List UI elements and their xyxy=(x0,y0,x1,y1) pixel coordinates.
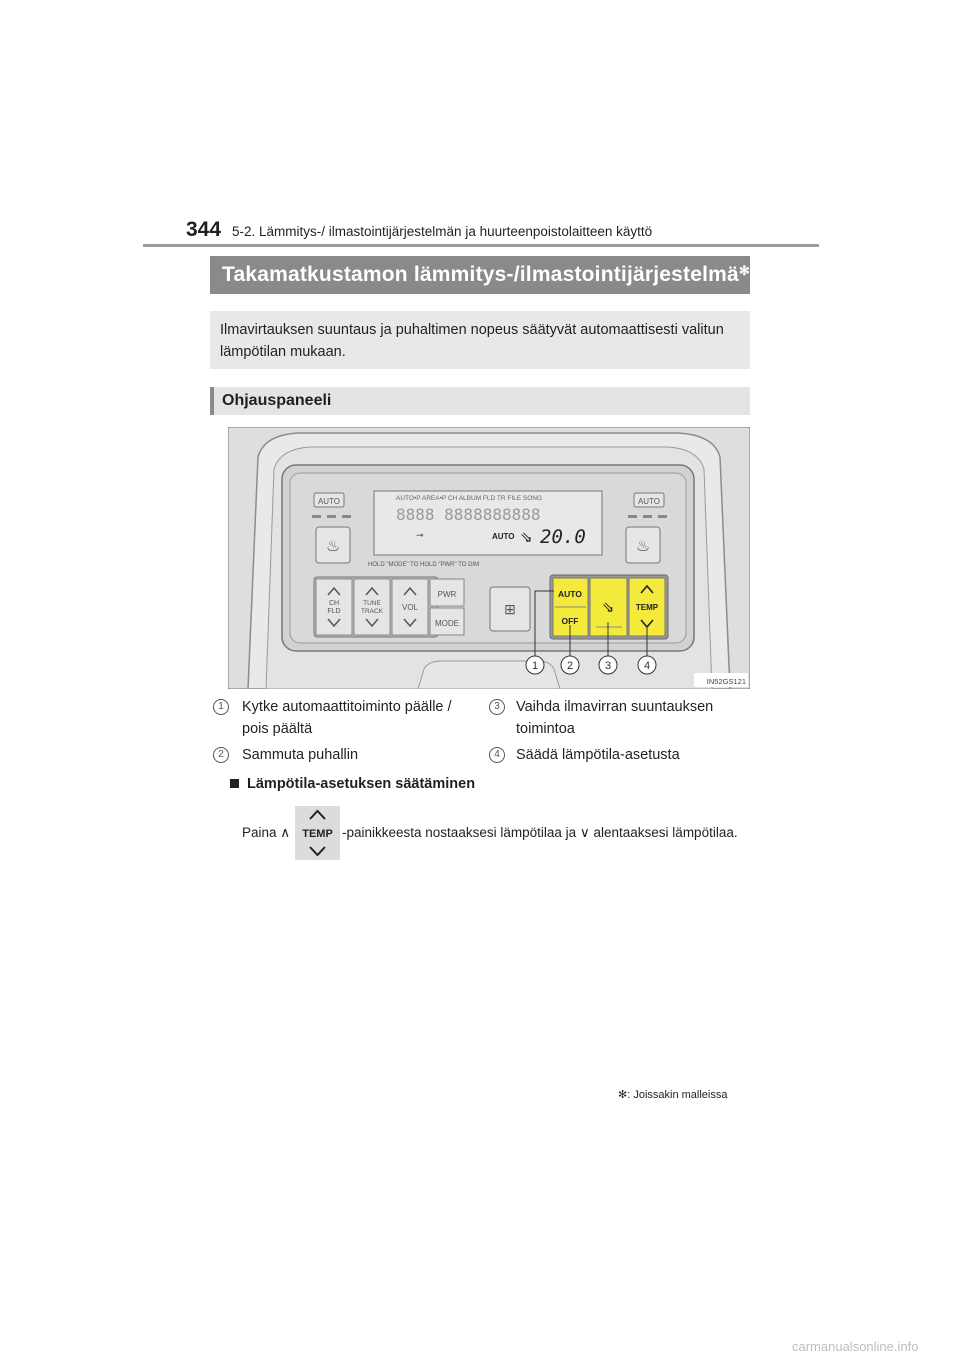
watermark: carmanualsonline.info xyxy=(792,1339,919,1354)
legend-num-4: 4 xyxy=(489,747,505,763)
callout-4 xyxy=(638,656,656,674)
mode-button xyxy=(430,608,464,635)
callout-2-num: 2 xyxy=(566,660,574,672)
defogger-icon: ⊞ xyxy=(504,601,516,617)
legend-num-2: 2 xyxy=(213,747,229,763)
power-button xyxy=(430,579,464,606)
temp-inline-label: TEMP xyxy=(302,828,333,840)
vol-label: VOL xyxy=(401,603,419,612)
track-label: TRACK xyxy=(360,608,384,615)
figure-code: IN52GS121 xyxy=(706,677,746,686)
mode-label: MODE xyxy=(435,619,459,628)
asterisk-mark: ✻ xyxy=(738,263,750,278)
legend-num-3: 3 xyxy=(489,699,505,715)
square-bullet-icon xyxy=(230,779,239,788)
display-hint: HOLD "MODE" TO HOLD "PWR" TO DIM xyxy=(368,562,480,568)
legend-num-1: 1 xyxy=(213,699,229,715)
running-header: 5-2. Lämmitys-/ ilmastointijärjestelmän ja huurteenpoistolaitteen käyttö xyxy=(232,224,653,239)
header-rule xyxy=(143,244,819,247)
page-title-text: Takamatkustamon lämmitys-/ilmastointijärjestelmä xyxy=(222,263,739,286)
temp-yellow-label: TEMP xyxy=(635,603,659,612)
auto-left-label: AUTO xyxy=(317,497,341,506)
seat-heater-right-icon: ♨ xyxy=(635,538,651,555)
off-yellow-label: OFF xyxy=(561,616,579,626)
temp-button-inline xyxy=(295,806,340,860)
callout-4-num: 4 xyxy=(643,660,651,672)
ch-label: CH xyxy=(328,600,340,607)
section-heading: Ohjauspaneeli xyxy=(210,387,750,415)
ch-fld-button xyxy=(316,579,352,635)
tune-track-button xyxy=(354,579,390,635)
pwr-label: PWR xyxy=(437,590,457,599)
callout-2 xyxy=(561,656,579,674)
fld-label: FLD xyxy=(327,608,341,615)
display-temperature: 20.0 xyxy=(540,526,586,548)
instruction-before: Paina ∧ xyxy=(242,825,291,840)
display-header-text: AUTO•P AREA•P CH ALBUM FLD TR FILE SONG xyxy=(396,495,543,502)
legend-3-line2: toimintoa xyxy=(516,721,575,737)
legend-1-line1: Kytke automaattitoiminto päälle / xyxy=(242,699,452,715)
tune-label: TUNE xyxy=(363,600,381,607)
airflow-mode-icon: ⇘ xyxy=(601,599,615,616)
legend-item-3 xyxy=(516,696,713,740)
page-number: 344 xyxy=(186,218,222,241)
subsection-heading xyxy=(230,776,475,792)
legend-item-2: Sammuta puhallin xyxy=(242,747,359,763)
legend-1-line2: pois päältä xyxy=(242,721,313,737)
auto-yellow-label: AUTO xyxy=(558,589,582,599)
legend-item-4: Säädä lämpötila-asetusta xyxy=(516,747,680,763)
legend-3-line1: Vaihda ilmavirran suuntauksen xyxy=(516,699,714,715)
display-auto-text: AUTO xyxy=(492,532,515,541)
volume-button xyxy=(392,579,428,635)
intro-text: Ilmavirtauksen suuntaus ja puhaltimen nopeus säätyvät automaattisesti valitun lämpötilan mukaan. xyxy=(210,311,750,369)
seat-heater-left-icon: ♨ xyxy=(325,538,341,555)
callout-3-num: 3 xyxy=(604,660,612,672)
display-segments-row1: 8888 8888888888 xyxy=(396,505,541,524)
control-panel-illustration xyxy=(228,427,750,689)
legend-item-1 xyxy=(242,696,452,740)
page-title xyxy=(210,256,750,294)
airflow-display-icon: ⇘ xyxy=(520,529,533,546)
auto-right-label: AUTO xyxy=(637,497,661,506)
callout-1 xyxy=(526,656,544,674)
callout-1-num: 1 xyxy=(531,660,539,672)
footnote: ✻: Joissakin malleissa xyxy=(618,1089,728,1101)
subsection-title: Lämpötila-asetuksen säätäminen xyxy=(247,776,476,792)
instruction-after: -painikkeesta nostaaksesi lämpötilaa ja ∨ alentaaksesi lämpötilaa. xyxy=(342,825,738,840)
callout-3 xyxy=(599,656,617,674)
key-icon: ⊸ xyxy=(416,530,424,540)
